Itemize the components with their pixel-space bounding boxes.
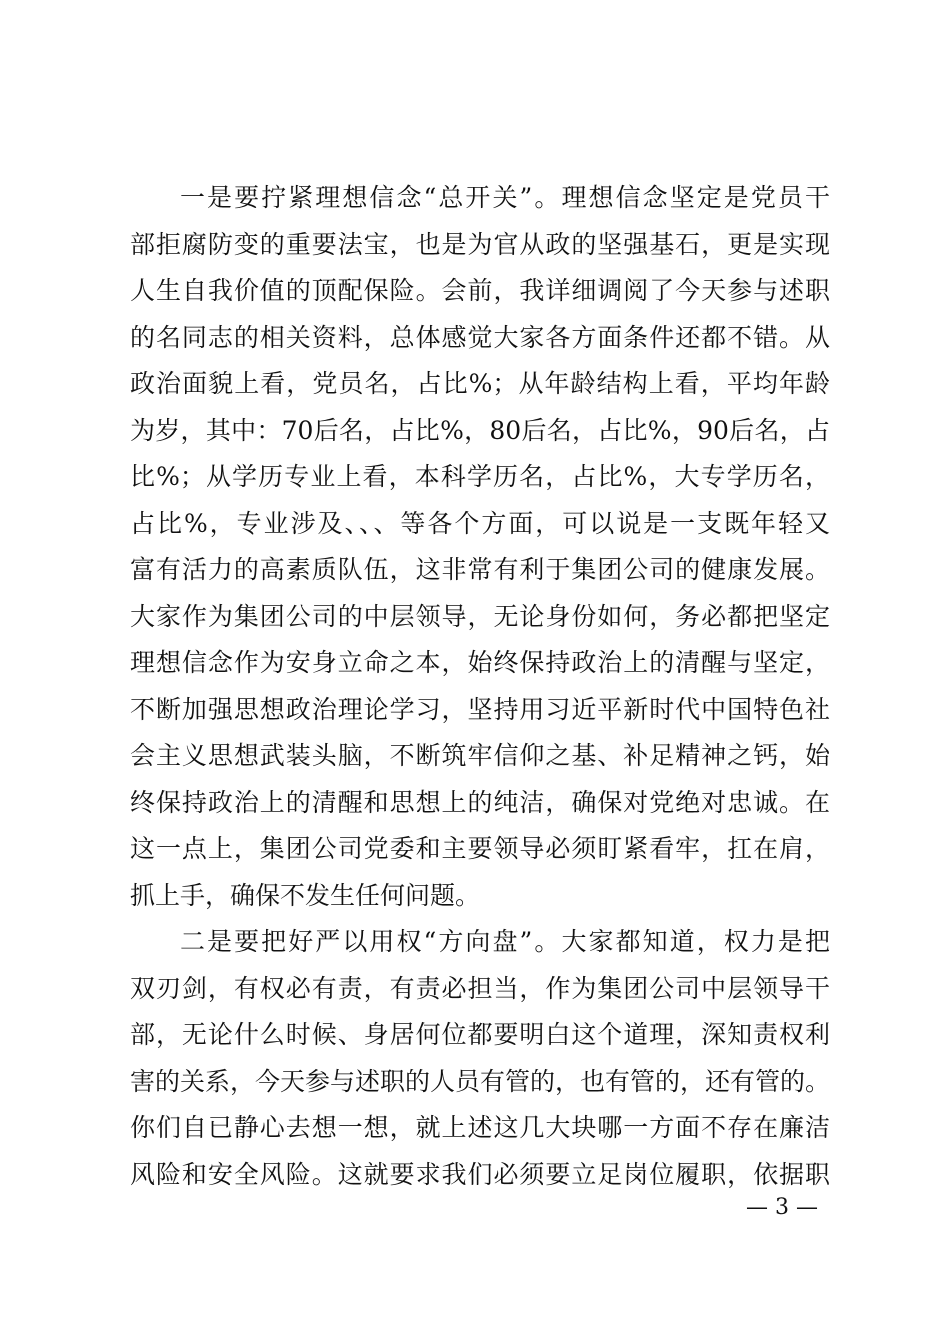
- paragraph-line: 双刃剑，有权必有责，有责必担当，作为集团公司中层领导干: [130, 973, 830, 1003]
- paragraph-line: 会主义思想武装头脑，不断筑牢信仰之基、补足精神之钙，始: [130, 741, 830, 770]
- paragraph-line: 富有活力的高素质队伍，这非常有利于集团公司的健康发展。: [130, 555, 830, 584]
- paragraph-line: 大家作为集团公司的中层领导，无论身份如何，务必都把坚定: [130, 601, 830, 631]
- paragraph-line: 占比%，专业涉及、、、等各个方面，可以说是一支既年轻又: [130, 508, 830, 538]
- paragraph-line: 部拒腐防变的重要法宝，也是为官从政的坚强基石，更是实现: [130, 229, 830, 259]
- paragraph-line: 比%；从学历专业上看，本科学历名，占比%，大专学历名，: [130, 462, 830, 491]
- paragraph-line: 部，无论什么时候、身居何位都要明白这个道理，深知责权利: [130, 1020, 830, 1049]
- paragraph-line: 人生自我价值的顶配保险。会前，我详细调阅了今天参与述职: [130, 276, 830, 305]
- paragraph-line: 这一点上，集团公司党委和主要领导必须盯紧看牢，扛在肩，: [130, 834, 830, 863]
- body-text: [130, 175, 830, 1198]
- paragraph-power: [130, 919, 830, 1198]
- paragraph-line: 的名同志的相关资料，总体感觉大家各方面条件还都不错。从: [130, 322, 830, 352]
- paragraph-ideals: [130, 175, 830, 919]
- paragraph-line: 抓上手，确保不发生任何问题。: [130, 880, 481, 910]
- page-number: — 3 —: [746, 1195, 818, 1220]
- paragraph-line: 风险和安全风险。这就要求我们必须要立足岗位履职，依据职: [130, 1159, 830, 1189]
- paragraph-line: 政治面貌上看，党员名，占比%；从年龄结构上看，平均年龄: [130, 369, 830, 398]
- paragraph-line: 不断加强思想政治理论学习，坚持用习近平新时代中国特色社: [130, 694, 830, 724]
- paragraph-line: 害的关系，今天参与述职的人员有管的，也有管的，还有管的。: [130, 1066, 830, 1096]
- paragraph-line: 为岁，其中：70后名，占比%，80后名，占比%，90后名，占: [130, 415, 830, 445]
- paragraph-line: 理想信念作为安身立命之本，始终保持政治上的清醒与坚定，: [130, 648, 830, 677]
- paragraph-line: 你们自已静心去想一想，就上述这几大块哪一方面不存在廉洁: [130, 1113, 830, 1142]
- paragraph-line: 二是要把好严以用权“方向盘”。大家都知道，权力是把: [180, 927, 830, 956]
- paragraph-line: 一是要拧紧理想信念“总开关”。理想信念坚定是党员干: [180, 183, 830, 212]
- paragraph-line: 终保持政治上的清醒和思想上的纯洁，确保对党绝对忠诚。在: [130, 787, 830, 817]
